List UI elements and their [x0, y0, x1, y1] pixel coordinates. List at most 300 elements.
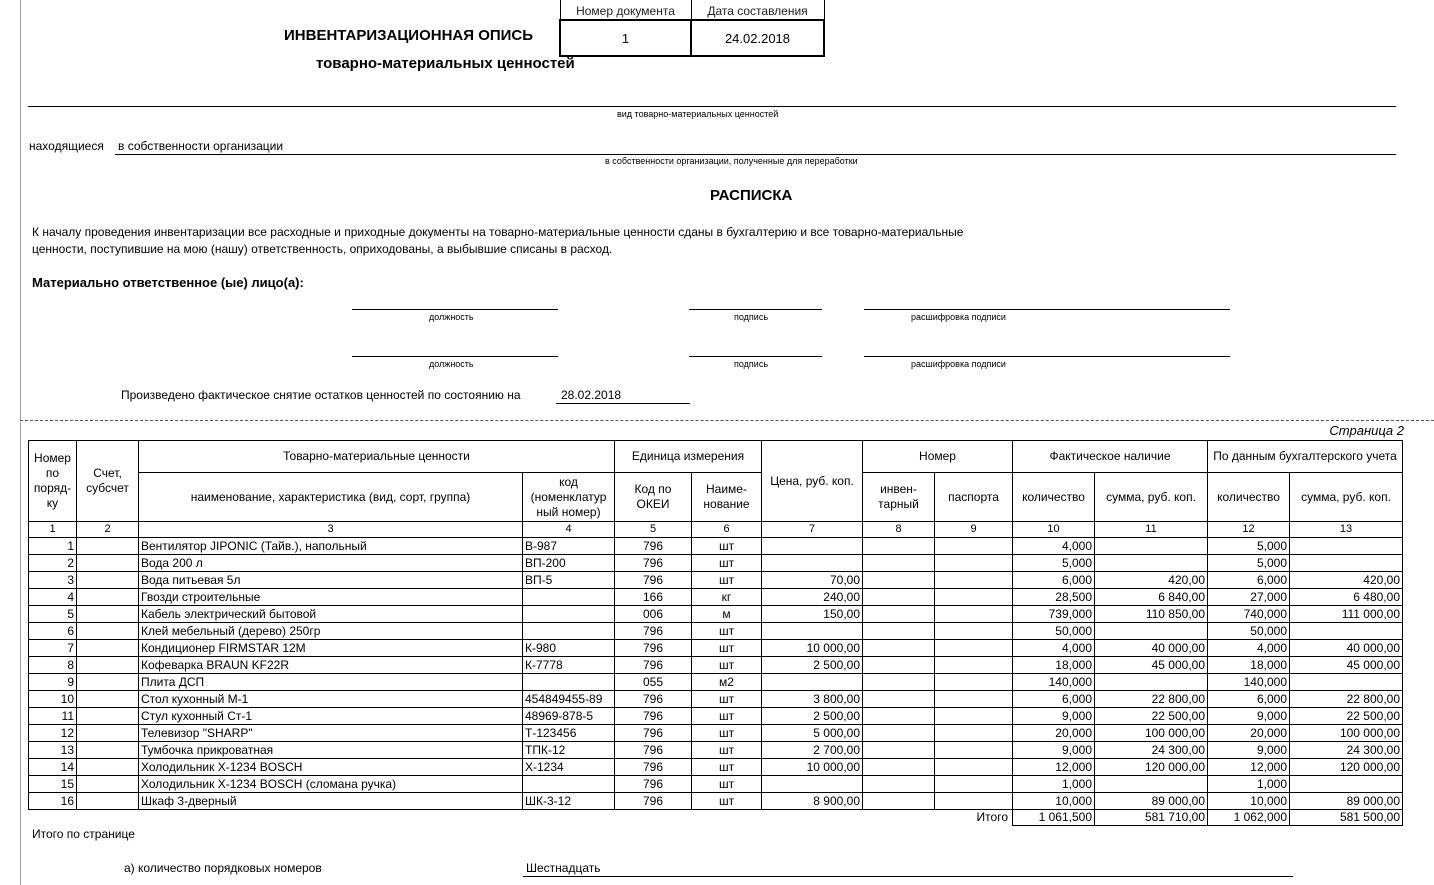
- header-number: Номер: [863, 441, 1013, 473]
- row-inv: [863, 708, 935, 725]
- row-qty: 10,000: [1013, 793, 1095, 810]
- row-qty2: 12,000: [1208, 759, 1290, 776]
- total-row: [29, 810, 1403, 826]
- row-okei: 006: [615, 606, 692, 623]
- table-row: [29, 572, 1403, 589]
- receipt-title: РАСПИСКА: [710, 187, 793, 204]
- row-sum2: 6 480,00: [1290, 589, 1403, 606]
- row-qty: 18,000: [1013, 657, 1095, 674]
- row-name: Холодильник Х-1234 BOSCH (сломана ручка): [139, 776, 523, 793]
- header-actual: Фактическое наличие: [1013, 441, 1208, 473]
- kind-caption: вид товарно-материальных ценностей: [617, 109, 779, 119]
- responsible-label: Материально ответственное (ые) лицо(а):: [32, 275, 304, 290]
- table-row: [29, 708, 1403, 725]
- row-inv: [863, 538, 935, 555]
- row-inv: [863, 555, 935, 572]
- row-okei: 055: [615, 674, 692, 691]
- doc-number-value: 1: [560, 20, 691, 56]
- row-account: [77, 742, 139, 759]
- column-number: 12: [1208, 522, 1290, 538]
- row-qty: 4,000: [1013, 538, 1095, 555]
- row-qty2: 9,000: [1208, 742, 1290, 759]
- row-unit: шт: [692, 623, 762, 640]
- row-price: 10 000,00: [762, 759, 863, 776]
- row-okei: 796: [615, 555, 692, 572]
- actual-label: Произведено фактическое снятие остатков ценностей по состоянию на: [121, 388, 521, 402]
- table-row: [29, 793, 1403, 810]
- row-qty2: 740,000: [1208, 606, 1290, 623]
- row-inv: [863, 793, 935, 810]
- row-unit: шт: [692, 555, 762, 572]
- row-account: [77, 555, 139, 572]
- row-okei: 796: [615, 640, 692, 657]
- header-unit-name: Наиме-нование: [692, 473, 762, 522]
- row-sum: 420,00: [1095, 572, 1208, 589]
- row-passport: [935, 674, 1013, 691]
- row-number: 6: [29, 623, 77, 640]
- row-inv: [863, 606, 935, 623]
- row-qty: 739,000: [1013, 606, 1095, 623]
- header-name: наименование, характеристика (вид, сорт, группа): [139, 473, 523, 522]
- row-inv: [863, 640, 935, 657]
- row-okei: 796: [615, 776, 692, 793]
- row-price: [762, 776, 863, 793]
- header-account: Счет, субсчет: [77, 441, 139, 522]
- row-code: [523, 776, 615, 793]
- row-unit: шт: [692, 708, 762, 725]
- row-qty2: 1,000: [1208, 776, 1290, 793]
- row-price: 2 500,00: [762, 657, 863, 674]
- row-account: [77, 589, 139, 606]
- row-okei: 796: [615, 708, 692, 725]
- row-code: В-987: [523, 538, 615, 555]
- row-inv: [863, 725, 935, 742]
- signature-line: [689, 309, 822, 310]
- row-okei: 796: [615, 725, 692, 742]
- row-unit: м: [692, 606, 762, 623]
- column-number: 9: [935, 522, 1013, 538]
- row-unit: шт: [692, 640, 762, 657]
- row-passport: [935, 538, 1013, 555]
- row-unit: шт: [692, 793, 762, 810]
- row-inv: [863, 589, 935, 606]
- row-name: Стул кухонный Ст-1: [139, 708, 523, 725]
- row-account: [77, 572, 139, 589]
- row-sum2: 24 300,00: [1290, 742, 1403, 759]
- row-inv: [863, 691, 935, 708]
- row-name: Плита ДСП: [139, 674, 523, 691]
- decode-line: [864, 309, 1230, 310]
- column-number: 1: [29, 522, 77, 538]
- row-inv: [863, 742, 935, 759]
- row-qty: 1,000: [1013, 776, 1095, 793]
- column-number: 7: [762, 522, 863, 538]
- row-sum: [1095, 776, 1208, 793]
- total-qty2: 1 062,000: [1208, 810, 1290, 826]
- row-name: Вода 200 л: [139, 555, 523, 572]
- row-number: 8: [29, 657, 77, 674]
- table-row: [29, 640, 1403, 657]
- row-passport: [935, 589, 1013, 606]
- row-passport: [935, 793, 1013, 810]
- row-qty: 6,000: [1013, 691, 1095, 708]
- page-label: Страница 2: [1329, 423, 1404, 438]
- header-price: Цена, руб. коп.: [762, 441, 863, 522]
- row-name: Вода питьевая 5л: [139, 572, 523, 589]
- row-account: [77, 793, 139, 810]
- table-row: [29, 623, 1403, 640]
- row-sum: [1095, 555, 1208, 572]
- decode-caption: расшифровка подписи: [911, 312, 1006, 322]
- row-passport: [935, 572, 1013, 589]
- row-account: [77, 691, 139, 708]
- column-number: 6: [692, 522, 762, 538]
- row-name: Холодильник Х-1234 BOSCH: [139, 759, 523, 776]
- row-unit: шт: [692, 691, 762, 708]
- row-qty2: 5,000: [1208, 538, 1290, 555]
- located-caption: в собственности организации, полученные для переработки: [605, 156, 858, 166]
- row-qty2: 50,000: [1208, 623, 1290, 640]
- row-account: [77, 776, 139, 793]
- total-sum: 581 710,00: [1095, 810, 1208, 826]
- row-name: Телевизор "SHARP": [139, 725, 523, 742]
- page-break-divider: [20, 420, 1434, 421]
- header-qty2: количество: [1208, 473, 1290, 522]
- row-sum: 22 800,00: [1095, 691, 1208, 708]
- row-qty2: 6,000: [1208, 691, 1290, 708]
- row-sum: 22 500,00: [1095, 708, 1208, 725]
- row-number: 2: [29, 555, 77, 572]
- header-qty: количество: [1013, 473, 1095, 522]
- row-code: [523, 674, 615, 691]
- row-okei: 796: [615, 742, 692, 759]
- row-price: 3 800,00: [762, 691, 863, 708]
- row-number: 13: [29, 742, 77, 759]
- row-price: [762, 674, 863, 691]
- table-row: [29, 691, 1403, 708]
- row-inv: [863, 572, 935, 589]
- document-info-table: [559, 0, 825, 57]
- row-sum: 89 000,00: [1095, 793, 1208, 810]
- row-qty: 6,000: [1013, 572, 1095, 589]
- row-sum: 110 850,00: [1095, 606, 1208, 623]
- row-passport: [935, 691, 1013, 708]
- row-name: Вентилятор JIPONIC (Тайв.), напольный: [139, 538, 523, 555]
- row-passport: [935, 640, 1013, 657]
- row-inv: [863, 674, 935, 691]
- located-value: в собственности организации: [118, 139, 284, 153]
- row-sum2: 420,00: [1290, 572, 1403, 589]
- row-qty2: 18,000: [1208, 657, 1290, 674]
- header-sum: сумма, руб. коп.: [1095, 473, 1208, 522]
- row-number: 12: [29, 725, 77, 742]
- header-code: код (номенклатур ный номер): [523, 473, 615, 522]
- count-label: а) количество порядковых номеров: [124, 861, 322, 875]
- row-price: 10 000,00: [762, 640, 863, 657]
- row-okei: 796: [615, 572, 692, 589]
- table-row: [29, 725, 1403, 742]
- table-row: [29, 759, 1403, 776]
- row-code: К-980: [523, 640, 615, 657]
- row-okei: 796: [615, 691, 692, 708]
- row-account: [77, 623, 139, 640]
- row-passport: [935, 776, 1013, 793]
- row-price: [762, 555, 863, 572]
- row-account: [77, 640, 139, 657]
- row-code: [523, 606, 615, 623]
- row-passport: [935, 623, 1013, 640]
- row-qty: 50,000: [1013, 623, 1095, 640]
- header-okei: Код по ОКЕИ: [615, 473, 692, 522]
- row-okei: 796: [615, 793, 692, 810]
- row-qty2: 10,000: [1208, 793, 1290, 810]
- row-unit: м2: [692, 674, 762, 691]
- row-qty: 140,000: [1013, 674, 1095, 691]
- row-sum: 100 000,00: [1095, 725, 1208, 742]
- count-line: [523, 876, 1293, 877]
- table-row: [29, 776, 1403, 793]
- row-passport: [935, 708, 1013, 725]
- signature-caption: подпись: [734, 312, 769, 322]
- row-sum2: 45 000,00: [1290, 657, 1403, 674]
- receipt-text-line2: ценности, поступившие на мою (нашу) ответственность, оприходованы, а выбывшие списаны в расход.: [32, 242, 613, 256]
- row-name: Стол кухонный М-1: [139, 691, 523, 708]
- table-row: [29, 555, 1403, 572]
- row-inv: [863, 657, 935, 674]
- row-unit: шт: [692, 776, 762, 793]
- row-code: 48969-878-5: [523, 708, 615, 725]
- doc-date-label: Дата составления: [691, 0, 824, 20]
- row-passport: [935, 657, 1013, 674]
- located-label: находящиеся: [29, 139, 104, 153]
- doc-number-label: Номер документа: [560, 0, 691, 20]
- row-sum: [1095, 538, 1208, 555]
- row-inv: [863, 759, 935, 776]
- column-number: 8: [863, 522, 935, 538]
- row-name: Кондиционер FIRMSTAR 12M: [139, 640, 523, 657]
- row-number: 15: [29, 776, 77, 793]
- row-sum: [1095, 623, 1208, 640]
- row-name: Кофеварка BRAUN KF22R: [139, 657, 523, 674]
- column-number: 4: [523, 522, 615, 538]
- column-number: 13: [1290, 522, 1403, 538]
- row-qty2: 27,000: [1208, 589, 1290, 606]
- row-qty: 28,500: [1013, 589, 1095, 606]
- row-qty: 12,000: [1013, 759, 1095, 776]
- inventory-table: [28, 440, 1403, 826]
- table-row: [29, 538, 1403, 555]
- header-num: Номер по поряд-ку: [29, 441, 77, 522]
- row-number: 3: [29, 572, 77, 589]
- row-okei: 796: [615, 759, 692, 776]
- row-passport: [935, 725, 1013, 742]
- row-sum2: [1290, 555, 1403, 572]
- column-number: 11: [1095, 522, 1208, 538]
- row-okei: 796: [615, 623, 692, 640]
- column-number: 10: [1013, 522, 1095, 538]
- total-label: Итого: [976, 810, 1008, 825]
- row-price: 2 500,00: [762, 708, 863, 725]
- total-qty: 1 061,500: [1013, 810, 1095, 826]
- row-number: 1: [29, 538, 77, 555]
- row-qty: 4,000: [1013, 640, 1095, 657]
- header-account-data: По данным бухгалтерского учета: [1208, 441, 1403, 473]
- row-name: Гвозди строительные: [139, 589, 523, 606]
- row-code: 454849455-89: [523, 691, 615, 708]
- table-row: [29, 657, 1403, 674]
- row-unit: шт: [692, 538, 762, 555]
- row-code: Х-1234: [523, 759, 615, 776]
- page-total-label: Итого по странице: [32, 827, 135, 841]
- row-name: Клей мебельный (дерево) 250гр: [139, 623, 523, 640]
- row-okei: 166: [615, 589, 692, 606]
- row-price: 2 700,00: [762, 742, 863, 759]
- row-sum2: [1290, 623, 1403, 640]
- doc-date-value: 24.02.2018: [691, 20, 824, 56]
- row-qty: 5,000: [1013, 555, 1095, 572]
- row-code: ВП-5: [523, 572, 615, 589]
- column-number-row: [29, 522, 1403, 538]
- row-sum: 40 000,00: [1095, 640, 1208, 657]
- row-qty2: 6,000: [1208, 572, 1290, 589]
- row-passport: [935, 742, 1013, 759]
- row-account: [77, 606, 139, 623]
- row-price: [762, 538, 863, 555]
- row-unit: шт: [692, 759, 762, 776]
- row-name: Кабель электрический бытовой: [139, 606, 523, 623]
- row-qty: 9,000: [1013, 708, 1095, 725]
- row-account: [77, 674, 139, 691]
- row-unit: шт: [692, 657, 762, 674]
- row-sum: 120 000,00: [1095, 759, 1208, 776]
- row-account: [77, 657, 139, 674]
- row-sum2: [1290, 538, 1403, 555]
- row-sum2: [1290, 674, 1403, 691]
- decode-line: [864, 356, 1230, 357]
- row-price: 70,00: [762, 572, 863, 589]
- column-number: 5: [615, 522, 692, 538]
- total-sum2: 581 500,00: [1290, 810, 1403, 826]
- kind-line: [28, 106, 1396, 107]
- header-sum2: сумма, руб. коп.: [1290, 473, 1403, 522]
- row-qty2: 140,000: [1208, 674, 1290, 691]
- row-code: Т-123456: [523, 725, 615, 742]
- row-number: 10: [29, 691, 77, 708]
- row-account: [77, 708, 139, 725]
- header-unit: Единица измерения: [615, 441, 762, 473]
- row-unit: кг: [692, 589, 762, 606]
- position-line: [352, 356, 558, 357]
- receipt-text-line1: К началу проведения инвентаризации все расходные и приходные документы на товарно-материальные ценности сданы в бухгалтерию и все товарно-материальные: [32, 225, 964, 239]
- table-row: [29, 589, 1403, 606]
- row-account: [77, 759, 139, 776]
- row-qty2: 9,000: [1208, 708, 1290, 725]
- row-qty2: 20,000: [1208, 725, 1290, 742]
- row-qty: 20,000: [1013, 725, 1095, 742]
- row-number: 14: [29, 759, 77, 776]
- position-line: [352, 309, 558, 310]
- row-sum: 6 840,00: [1095, 589, 1208, 606]
- row-sum: 24 300,00: [1095, 742, 1208, 759]
- row-number: 4: [29, 589, 77, 606]
- row-sum2: 22 500,00: [1290, 708, 1403, 725]
- row-sum2: 111 000,00: [1290, 606, 1403, 623]
- row-name: Шкаф 3-дверный: [139, 793, 523, 810]
- table-row: [29, 606, 1403, 623]
- page-subtitle: товарно-материальных ценностей: [316, 55, 575, 72]
- header-inv: инвен-тарный: [863, 473, 935, 522]
- row-okei: 796: [615, 657, 692, 674]
- signature-line: [689, 356, 822, 357]
- position-caption: должность: [429, 359, 474, 369]
- header-goods: Товарно-материальные ценности: [139, 441, 615, 473]
- column-number: 3: [139, 522, 523, 538]
- page-title: ИНВЕНТАРИЗАЦИОННАЯ ОПИСЬ: [284, 27, 534, 44]
- row-price: [762, 623, 863, 640]
- row-number: 16: [29, 793, 77, 810]
- row-code: ВП-200: [523, 555, 615, 572]
- left-margin-rule: [20, 0, 21, 420]
- row-number: 5: [29, 606, 77, 623]
- row-account: [77, 538, 139, 555]
- row-number: 7: [29, 640, 77, 657]
- located-line: [115, 154, 1396, 155]
- row-qty2: 5,000: [1208, 555, 1290, 572]
- actual-date-line: [556, 403, 690, 404]
- row-unit: шт: [692, 725, 762, 742]
- row-sum2: 89 000,00: [1290, 793, 1403, 810]
- row-sum: [1095, 674, 1208, 691]
- table-row: [29, 742, 1403, 759]
- position-caption: должность: [429, 312, 474, 322]
- row-number: 9: [29, 674, 77, 691]
- row-code: ШК-3-12: [523, 793, 615, 810]
- row-passport: [935, 606, 1013, 623]
- row-passport: [935, 555, 1013, 572]
- row-price: 240,00: [762, 589, 863, 606]
- row-passport: [935, 759, 1013, 776]
- row-sum2: [1290, 776, 1403, 793]
- header-passport: паспорта: [935, 473, 1013, 522]
- actual-date: 28.02.2018: [561, 388, 622, 402]
- row-okei: 796: [615, 538, 692, 555]
- row-unit: шт: [692, 742, 762, 759]
- row-price: 8 900,00: [762, 793, 863, 810]
- left-margin-rule: [20, 422, 21, 885]
- decode-caption: расшифровка подписи: [911, 359, 1006, 369]
- row-sum: 45 000,00: [1095, 657, 1208, 674]
- table-row: [29, 674, 1403, 691]
- row-qty2: 4,000: [1208, 640, 1290, 657]
- row-unit: шт: [692, 572, 762, 589]
- row-qty: 9,000: [1013, 742, 1095, 759]
- row-sum2: 40 000,00: [1290, 640, 1403, 657]
- row-name: Тумбочка прикроватная: [139, 742, 523, 759]
- row-code: [523, 589, 615, 606]
- row-code: К-7778: [523, 657, 615, 674]
- row-code: [523, 623, 615, 640]
- count-value: Шестнадцать: [526, 861, 601, 875]
- row-number: 11: [29, 708, 77, 725]
- row-price: 150,00: [762, 606, 863, 623]
- column-number: 2: [77, 522, 139, 538]
- row-sum2: 100 000,00: [1290, 725, 1403, 742]
- row-sum2: 22 800,00: [1290, 691, 1403, 708]
- row-code: ТПК-12: [523, 742, 615, 759]
- signature-caption: подпись: [734, 359, 769, 369]
- row-account: [77, 725, 139, 742]
- row-price: 5 000,00: [762, 725, 863, 742]
